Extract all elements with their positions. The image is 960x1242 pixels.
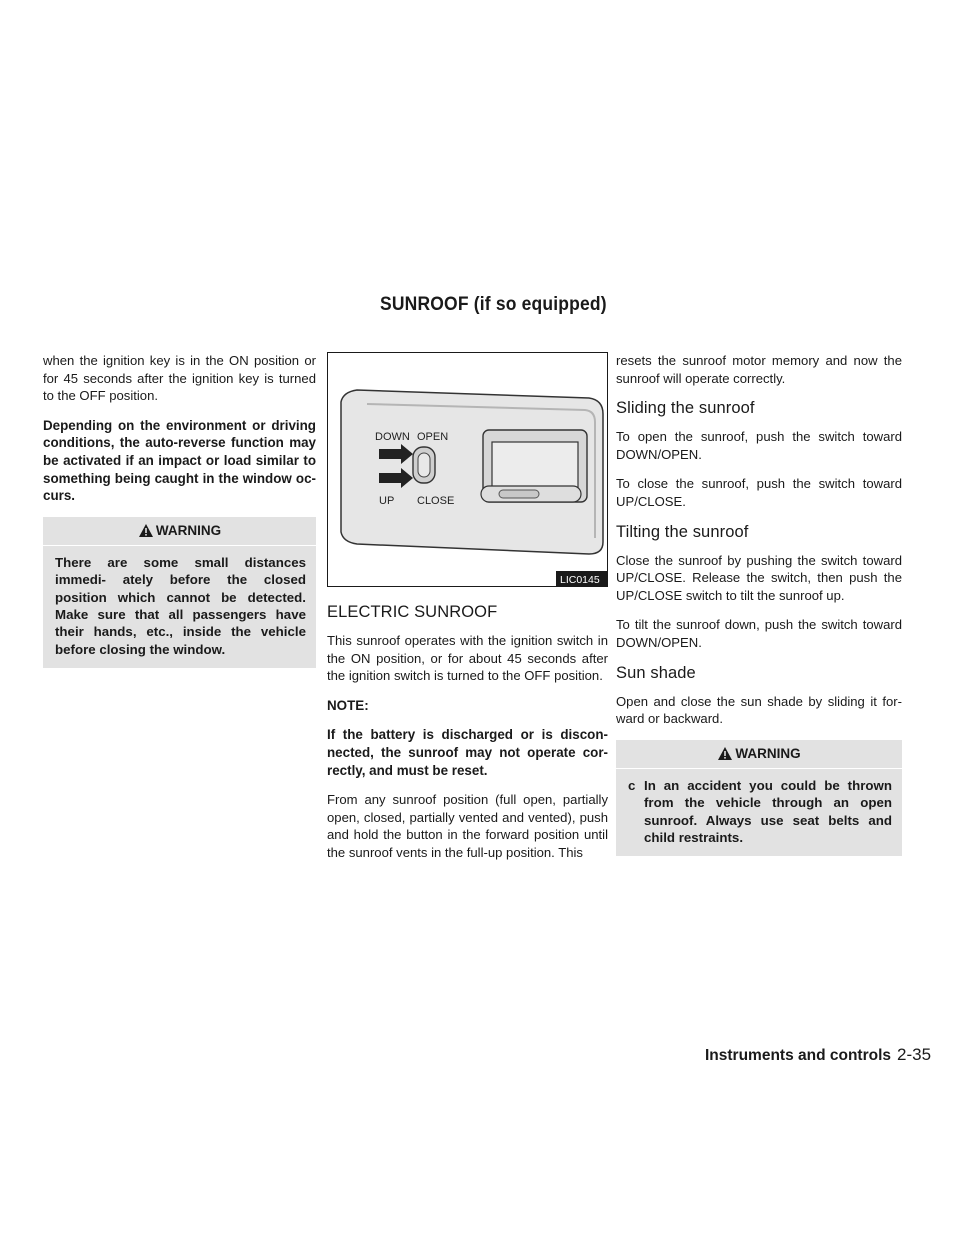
note-label: NOTE: bbox=[327, 697, 369, 713]
sunroof-switch-illustration bbox=[327, 352, 608, 587]
warning-label: WARNING bbox=[735, 746, 801, 762]
column-middle bbox=[327, 352, 608, 874]
paragraph: To close the sunroof, push the switch toward UP/CLOSE. bbox=[616, 476, 902, 509]
paragraph: Close the sunroof by pushing the switch toward UP/CLOSE. Release the switch, then push the UP/CLOSE switch to tilt the sunroof up. bbox=[616, 552, 902, 603]
heading-electric-sunroof: ELECTRIC SUNROOF bbox=[327, 603, 498, 621]
warning-header bbox=[43, 517, 316, 546]
sunroof-switch-figure bbox=[327, 352, 608, 587]
section-title: SUNROOF (if so equipped) bbox=[380, 294, 607, 315]
warning-header bbox=[616, 740, 902, 769]
warning-box bbox=[616, 740, 902, 857]
column-left bbox=[43, 352, 316, 668]
paragraph: From any sunroof position (full open, partially open, closed, partially vented and vented), push and hold the button in the forward position until the sunroof vents in the full-up position. This bbox=[327, 792, 608, 860]
page-footer bbox=[705, 1045, 931, 1065]
warning-text: In an accident you could be thrown from the vehicle through an open sunroof. Always use seat belts and child restraints. bbox=[644, 777, 892, 845]
paragraph: To open the sunroof, push the switch toward DOWN/OPEN. bbox=[616, 429, 902, 462]
warning-triangle-icon bbox=[138, 523, 154, 538]
paragraph: This sunroof operates with the ignition switch in the ON position, or for about 45 seconds after the ignition switch is turned to the OFF position. bbox=[327, 633, 608, 684]
paragraph: To tilt the sunroof down, push the switch toward DOWN/OPEN. bbox=[616, 617, 902, 650]
heading-sun-shade: Sun shade bbox=[616, 663, 696, 682]
paragraph: resets the sunroof motor memory and now the sunroof will operate correctly. bbox=[616, 353, 902, 386]
footer-chapter: Instruments and controls bbox=[705, 1047, 892, 1064]
bold-paragraph: Depending on the environment or driving conditions, the auto-reverse function may be activated if an impact or load similar to something being caught in the window oc- curs. bbox=[43, 417, 316, 504]
paragraph: when the ignition key is in the ON position or for 45 seconds after the ignition key is turned to the OFF position. bbox=[43, 353, 316, 404]
figure-code: LIC0145 bbox=[560, 574, 600, 586]
label-open: OPEN bbox=[417, 431, 449, 443]
footer-page-number: 2-35 bbox=[897, 1045, 932, 1064]
label-down: DOWN bbox=[375, 431, 410, 443]
heading-tilting: Tilting the sunroof bbox=[616, 522, 749, 541]
column-right bbox=[616, 352, 902, 856]
warning-bullet-item bbox=[616, 777, 902, 847]
note-text: If the battery is discharged or is discon- nected, the sunroof may not operate cor- rectly, and must be reset. bbox=[327, 727, 608, 778]
label-close: CLOSE bbox=[417, 495, 455, 507]
warning-label: WARNING bbox=[155, 523, 222, 539]
heading-sliding: Sliding the sunroof bbox=[616, 399, 755, 418]
warning-text: There are some small distances immedi- ately before the closed position which cannot be detected. Make sure that all passengers have their hands, etc., inside the vehicle before closing the window. bbox=[55, 554, 306, 657]
warning-box bbox=[43, 517, 316, 668]
paragraph: Open and close the sun shade by sliding it for- ward or backward. bbox=[616, 693, 902, 727]
warning-triangle-icon bbox=[717, 746, 733, 761]
bullet-marker: c bbox=[628, 777, 636, 793]
label-up: UP bbox=[379, 495, 395, 507]
